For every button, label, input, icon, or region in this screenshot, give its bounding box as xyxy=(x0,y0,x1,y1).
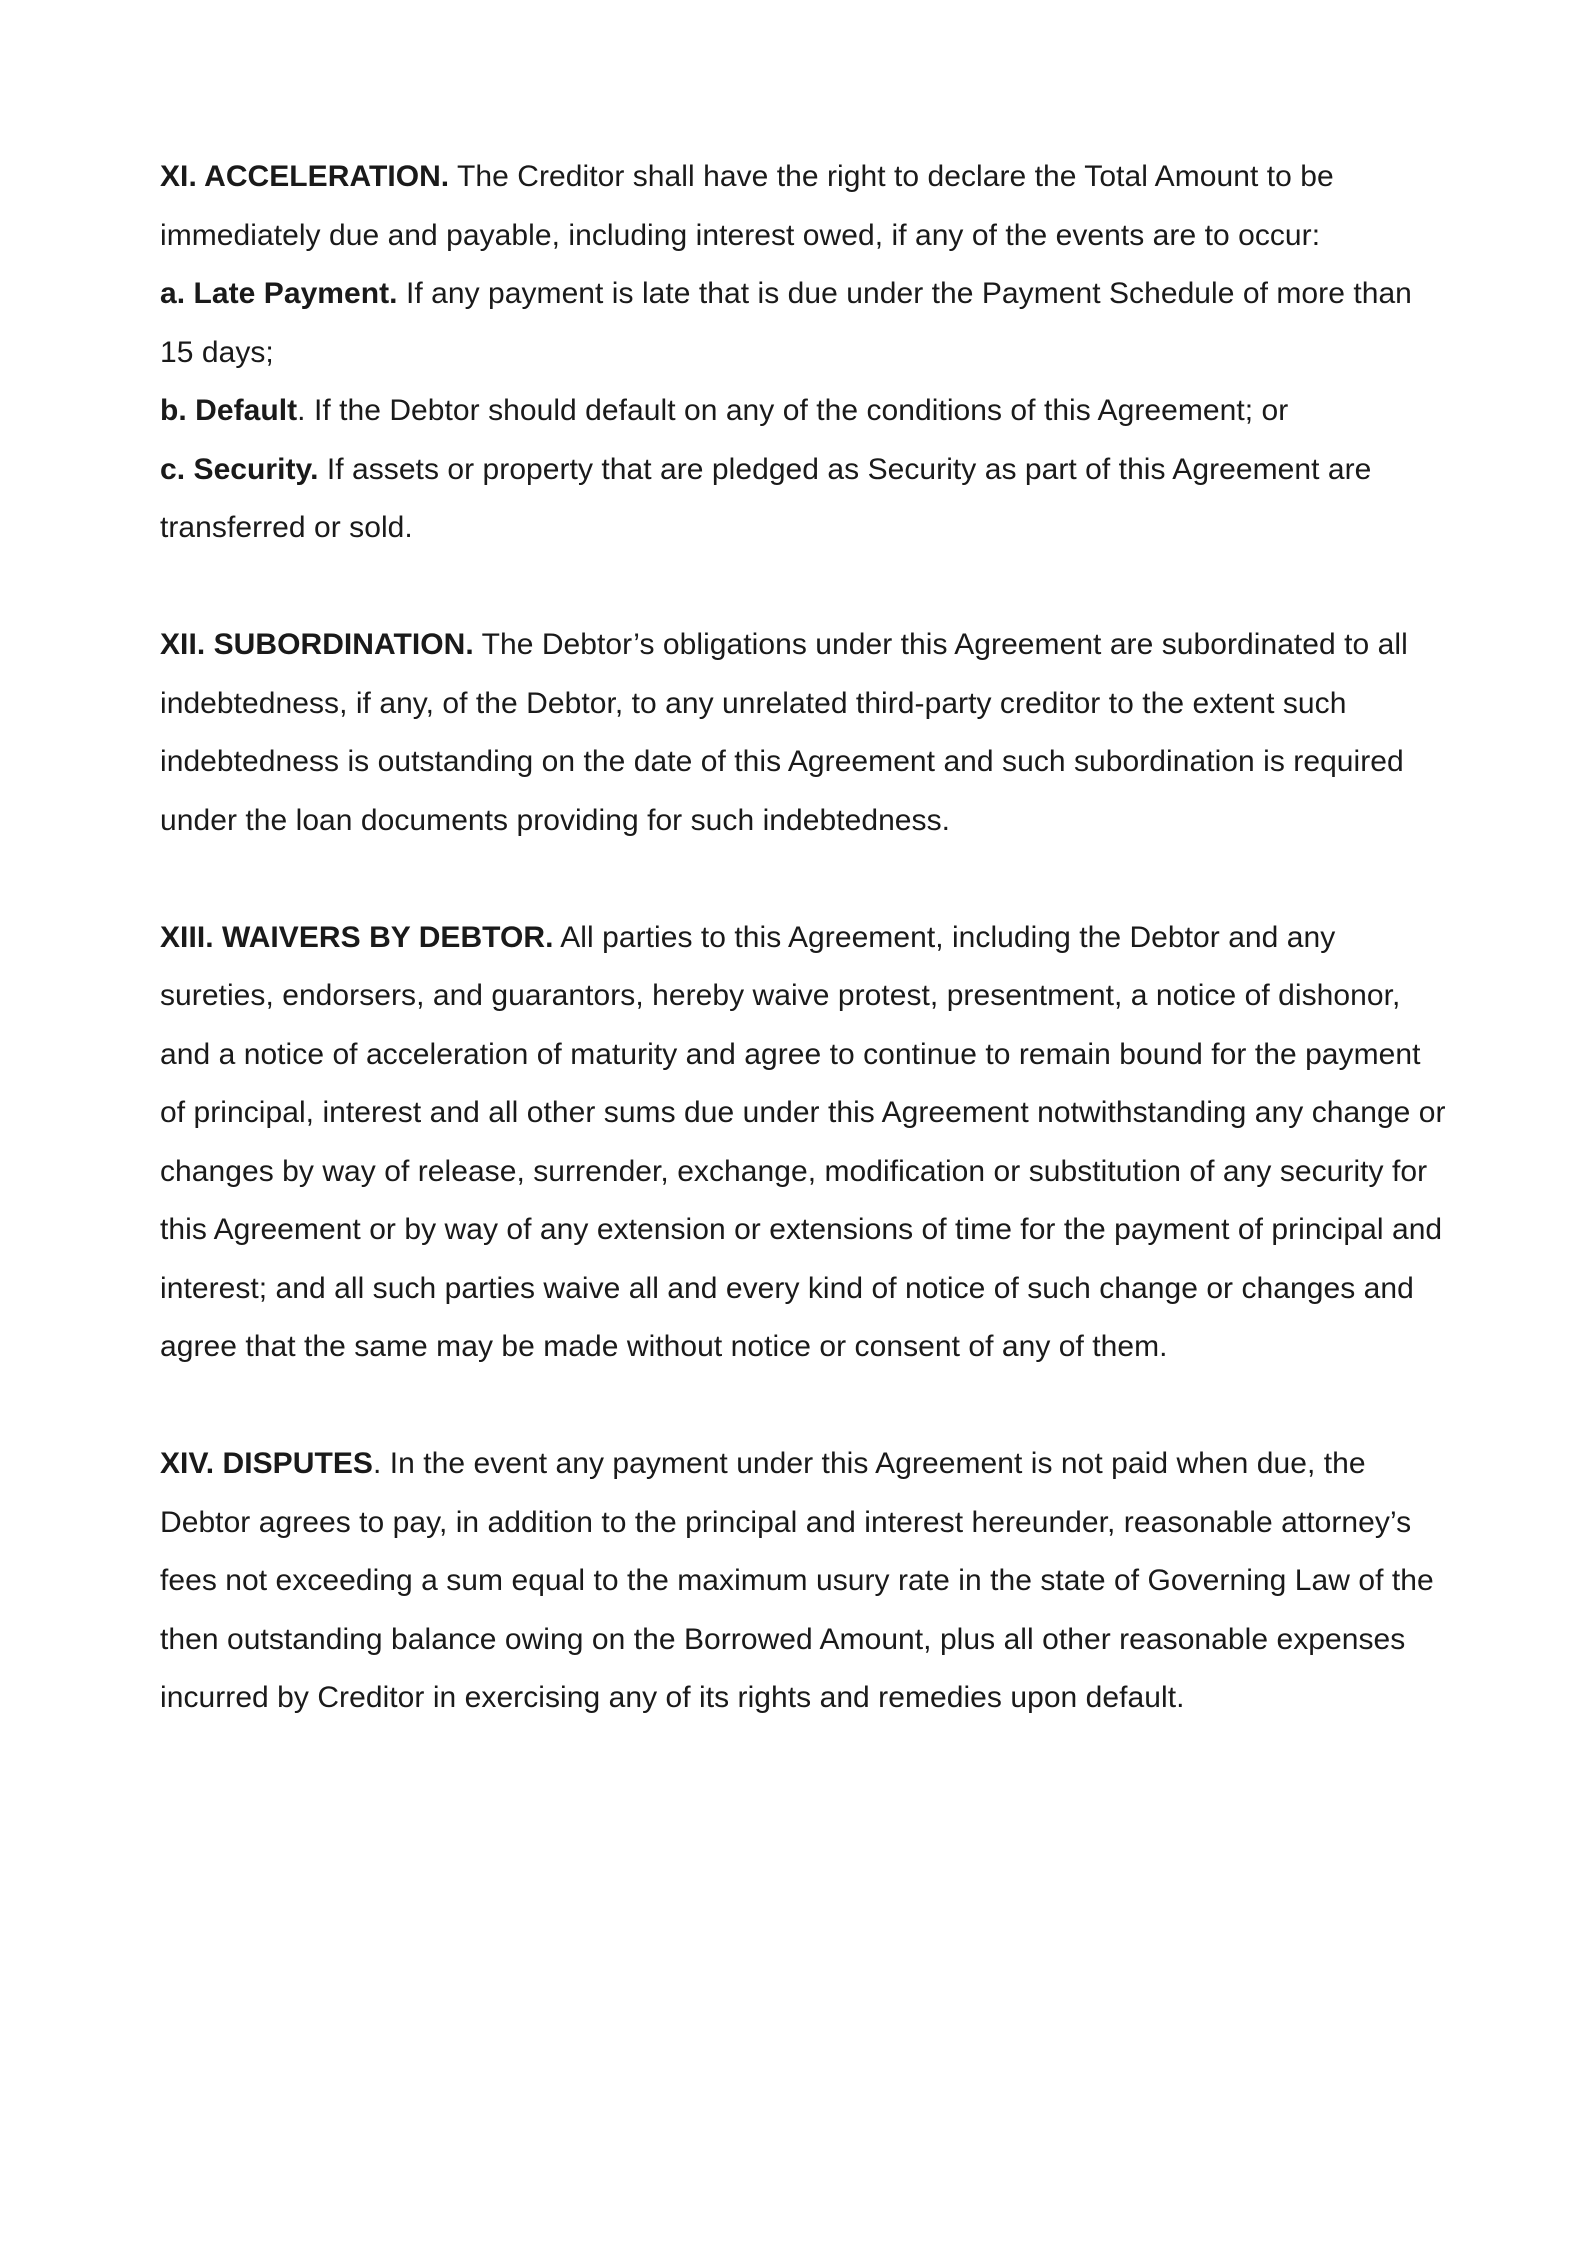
section-acceleration xyxy=(160,148,1450,558)
item-heading: a. Late Payment. xyxy=(160,277,398,310)
section-heading: XIII. WAIVERS BY DEBTOR. xyxy=(160,920,554,954)
section-heading: XIV. DISPUTES xyxy=(160,1447,373,1480)
list-item xyxy=(160,265,1450,382)
section-subordination xyxy=(160,616,1450,850)
section-body: . In the event any payment under this Agreement is not paid when due, the Debtor agrees to pay, in addition to the principal and interest hereunder, reasonable attorney’s fees not exceeding a sum equal to the maximum usury rate in the state of Governing Law of the then outstanding balance owing on the Borrowed Amount, plus all other reasonable expenses incurred by Creditor in exercising any of its rights and remedies upon default. xyxy=(160,1447,1434,1714)
list-item xyxy=(160,382,1450,441)
item-body: If assets or property that are pledged as Security as part of this Agreement are transferred or sold. xyxy=(160,452,1372,544)
item-heading: c. Security. xyxy=(160,452,319,486)
section-paragraph xyxy=(160,148,1450,265)
section-disputes xyxy=(160,1435,1450,1728)
section-heading: XI. ACCELERATION. xyxy=(160,160,450,193)
section-body: All parties to this Agreement, including the Debtor and any sureties, endorsers, and guarantors, hereby waive protest, presentment, a notice of dishonor, and a notice of acceleration of maturity and agree to continue to remain bound for the payment of principal, interest and all other sums due under this Agreement notwithstanding any change or changes by way of release, surrender, exchange, modification or substitution of any security for this Agreement or by way of any extension or extensions of time for the payment of principal and interest; and all such parties waive all and every kind of notice of such change or changes and agree that the same may be made without notice or consent of any of them. xyxy=(160,920,1446,1363)
section-paragraph xyxy=(160,616,1450,850)
item-body: If any payment is late that is due under the Payment Schedule of more than 15 days; xyxy=(160,277,1412,369)
section-body: The Creditor shall have the right to declare the Total Amount to be immediately due and payable, including interest owed, if any of the events are to occur: xyxy=(160,160,1334,252)
item-heading: b. Default xyxy=(160,394,298,427)
section-paragraph xyxy=(160,1435,1450,1728)
section-body: The Debtor’s obligations under this Agreement are subordinated to all indebtedness, if any, of the Debtor, to any unrelated third-party creditor to the extent such indebtedness is outstanding on the date of this Agreement and such subordination is required under the loan documents providing for such indebtedness. xyxy=(160,628,1408,837)
list-item xyxy=(160,441,1450,558)
item-body: . If the Debtor should default on any of the conditions of this Agreement; or xyxy=(297,394,1289,427)
section-paragraph xyxy=(160,909,1450,1377)
document-page xyxy=(160,148,1450,1786)
section-heading: XII. SUBORDINATION. xyxy=(160,628,474,661)
section-waivers xyxy=(160,909,1450,1377)
